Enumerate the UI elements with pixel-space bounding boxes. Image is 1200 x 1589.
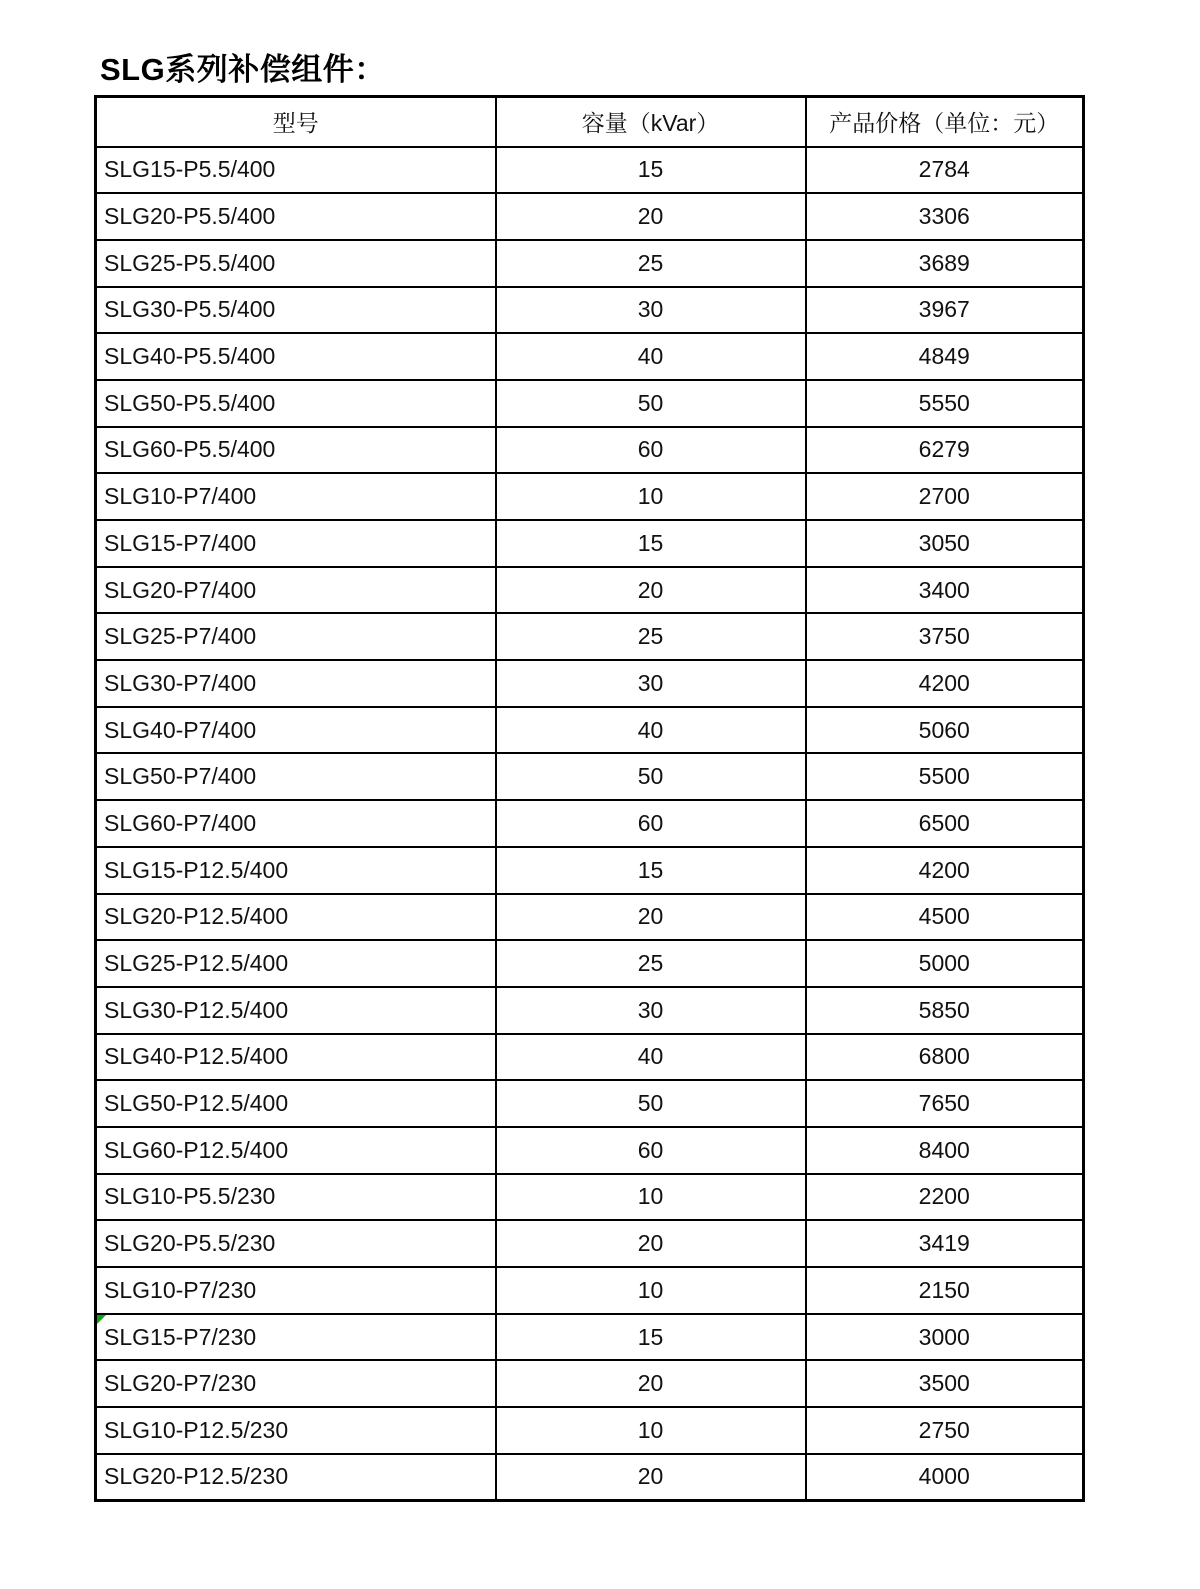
model-cell (96, 287, 496, 334)
price-cell: 6279 (806, 427, 1084, 474)
model-text: SLG25-P5.5/400 (104, 249, 276, 276)
price-cell: 7650 (806, 1080, 1084, 1127)
table-row (96, 613, 1084, 660)
table-row (96, 1360, 1084, 1407)
table-row (96, 193, 1084, 240)
capacity-cell: 20 (496, 567, 806, 614)
price-cell: 5060 (806, 707, 1084, 754)
price-cell: 6500 (806, 800, 1084, 847)
model-text: SLG15-P5.5/400 (104, 156, 276, 183)
price-cell: 2200 (806, 1174, 1084, 1221)
capacity-cell: 50 (496, 753, 806, 800)
model-cell (96, 427, 496, 474)
model-cell (96, 1127, 496, 1174)
capacity-cell: 60 (496, 800, 806, 847)
model-text: SLG20-P7/230 (104, 1370, 257, 1397)
capacity-cell: 40 (496, 1034, 806, 1081)
model-text: SLG50-P5.5/400 (104, 389, 276, 416)
capacity-cell: 20 (496, 193, 806, 240)
table-row (96, 567, 1084, 614)
header-model: 型号 (96, 97, 496, 147)
model-text: SLG30-P7/400 (104, 669, 257, 696)
model-text: SLG15-P7/230 (104, 1323, 257, 1350)
price-cell: 3750 (806, 613, 1084, 660)
model-cell (96, 1080, 496, 1127)
table-row (96, 1220, 1084, 1267)
capacity-cell: 60 (496, 1127, 806, 1174)
price-cell: 5000 (806, 940, 1084, 987)
table-row (96, 473, 1084, 520)
capacity-cell: 20 (496, 894, 806, 941)
capacity-cell: 25 (496, 613, 806, 660)
capacity-cell: 25 (496, 240, 806, 287)
model-text: SLG50-P12.5/400 (104, 1090, 289, 1117)
table-row (96, 707, 1084, 754)
price-cell: 3500 (806, 1360, 1084, 1407)
model-text: SLG25-P12.5/400 (104, 950, 289, 977)
model-text: SLG10-P7/400 (104, 483, 257, 510)
capacity-cell: 60 (496, 427, 806, 474)
model-cell (96, 940, 496, 987)
table-row (96, 847, 1084, 894)
model-cell (96, 567, 496, 614)
table-row (96, 894, 1084, 941)
model-cell (96, 380, 496, 427)
price-cell: 3050 (806, 520, 1084, 567)
table-row (96, 660, 1084, 707)
capacity-cell: 40 (496, 333, 806, 380)
model-text: SLG20-P5.5/230 (104, 1230, 276, 1257)
header-price: 产品价格（单位：元） (806, 97, 1084, 147)
cell-error-marker-icon (97, 1315, 106, 1324)
price-cell: 3000 (806, 1314, 1084, 1361)
price-cell: 4849 (806, 333, 1084, 380)
capacity-cell: 10 (496, 1407, 806, 1454)
table-row (96, 1267, 1084, 1314)
price-table (94, 95, 1085, 1502)
price-cell: 4200 (806, 847, 1084, 894)
model-text: SLG40-P12.5/400 (104, 1043, 289, 1070)
price-cell: 8400 (806, 1127, 1084, 1174)
capacity-cell: 15 (496, 520, 806, 567)
model-cell (96, 520, 496, 567)
model-text: SLG20-P12.5/400 (104, 903, 289, 930)
model-text: SLG20-P12.5/230 (104, 1463, 289, 1490)
price-cell: 2750 (806, 1407, 1084, 1454)
model-text: SLG50-P7/400 (104, 763, 257, 790)
model-cell (96, 193, 496, 240)
table-body (96, 147, 1084, 1501)
table-row (96, 800, 1084, 847)
model-cell (96, 1034, 496, 1081)
table-row (96, 753, 1084, 800)
model-text: SLG30-P12.5/400 (104, 996, 289, 1023)
table-header-row (96, 97, 1084, 147)
price-cell: 3689 (806, 240, 1084, 287)
model-cell (96, 1314, 496, 1361)
price-cell: 4500 (806, 894, 1084, 941)
model-cell (96, 613, 496, 660)
model-cell (96, 473, 496, 520)
model-cell (96, 1267, 496, 1314)
capacity-cell: 10 (496, 1174, 806, 1221)
model-cell (96, 1454, 496, 1501)
model-text: SLG25-P7/400 (104, 623, 257, 650)
capacity-cell: 50 (496, 1080, 806, 1127)
table-row (96, 1127, 1084, 1174)
table-row (96, 520, 1084, 567)
table-row (96, 287, 1084, 334)
price-cell: 3419 (806, 1220, 1084, 1267)
model-text: SLG60-P5.5/400 (104, 436, 276, 463)
model-cell (96, 1360, 496, 1407)
capacity-cell: 20 (496, 1360, 806, 1407)
model-cell (96, 894, 496, 941)
model-text: SLG20-P5.5/400 (104, 203, 276, 230)
price-cell: 6800 (806, 1034, 1084, 1081)
price-cell: 2700 (806, 473, 1084, 520)
price-cell: 4000 (806, 1454, 1084, 1501)
model-cell (96, 1220, 496, 1267)
model-text: SLG60-P12.5/400 (104, 1136, 289, 1163)
model-cell (96, 660, 496, 707)
capacity-cell: 30 (496, 660, 806, 707)
capacity-cell: 30 (496, 287, 806, 334)
model-text: SLG20-P7/400 (104, 576, 257, 603)
table-row (96, 1080, 1084, 1127)
table-row (96, 1174, 1084, 1221)
capacity-cell: 40 (496, 707, 806, 754)
table-row (96, 427, 1084, 474)
table-row (96, 940, 1084, 987)
price-cell: 3400 (806, 567, 1084, 614)
model-cell (96, 753, 496, 800)
capacity-cell: 20 (496, 1454, 806, 1501)
model-text: SLG10-P12.5/230 (104, 1416, 289, 1443)
capacity-cell: 25 (496, 940, 806, 987)
model-cell (96, 707, 496, 754)
capacity-cell: 30 (496, 987, 806, 1034)
table-row (96, 1454, 1084, 1501)
model-cell (96, 847, 496, 894)
table-row (96, 240, 1084, 287)
capacity-cell: 20 (496, 1220, 806, 1267)
price-cell: 5850 (806, 987, 1084, 1034)
model-cell (96, 333, 496, 380)
capacity-cell: 15 (496, 147, 806, 194)
model-text: SLG10-P5.5/230 (104, 1183, 276, 1210)
model-text: SLG60-P7/400 (104, 809, 257, 836)
model-cell (96, 147, 496, 194)
price-cell: 5500 (806, 753, 1084, 800)
price-cell: 3967 (806, 287, 1084, 334)
table-row (96, 1034, 1084, 1081)
page-title: SLG系列补偿组件： (100, 52, 386, 87)
table-row (96, 333, 1084, 380)
price-cell: 5550 (806, 380, 1084, 427)
model-cell (96, 987, 496, 1034)
price-cell: 2150 (806, 1267, 1084, 1314)
price-cell: 4200 (806, 660, 1084, 707)
model-cell (96, 1407, 496, 1454)
price-cell: 3306 (806, 193, 1084, 240)
model-text: SLG40-P5.5/400 (104, 343, 276, 370)
table-row (96, 380, 1084, 427)
table-header (96, 97, 1084, 147)
capacity-cell: 15 (496, 847, 806, 894)
header-capacity: 容量（kVar） (496, 97, 806, 147)
model-text: SLG15-P12.5/400 (104, 856, 289, 883)
model-cell (96, 240, 496, 287)
model-text: SLG40-P7/400 (104, 716, 257, 743)
model-cell (96, 1174, 496, 1221)
table-row (96, 147, 1084, 194)
capacity-cell: 15 (496, 1314, 806, 1361)
table-row (96, 987, 1084, 1034)
capacity-cell: 10 (496, 473, 806, 520)
model-text: SLG30-P5.5/400 (104, 296, 276, 323)
table-row (96, 1407, 1084, 1454)
model-cell (96, 800, 496, 847)
table-row (96, 1314, 1084, 1361)
model-text: SLG15-P7/400 (104, 529, 257, 556)
model-text: SLG10-P7/230 (104, 1276, 257, 1303)
capacity-cell: 10 (496, 1267, 806, 1314)
capacity-cell: 50 (496, 380, 806, 427)
price-cell: 2784 (806, 147, 1084, 194)
